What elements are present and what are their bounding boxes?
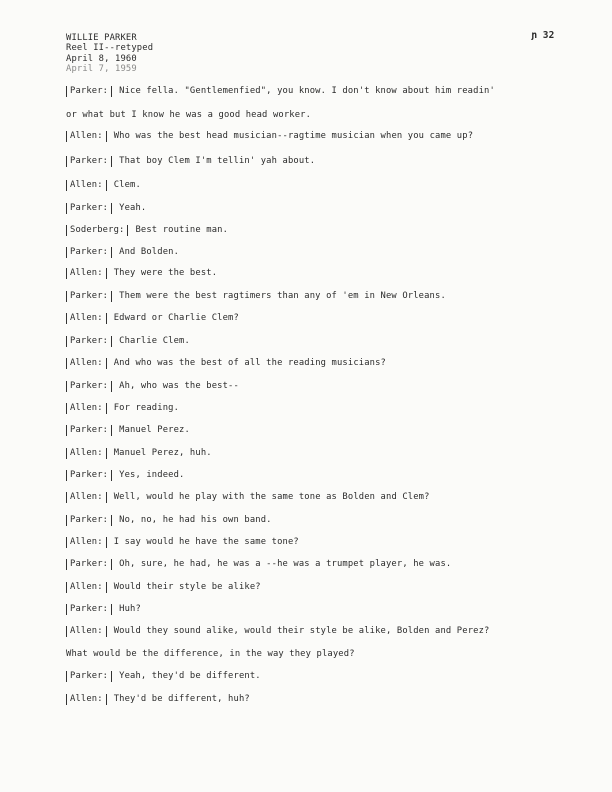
utterance-text: Yes, indeed. [119,470,185,480]
speaker-label: Parker: [66,86,112,97]
speaker-label: Allen: [66,582,107,593]
transcript-line [66,515,596,526]
transcript-line [66,358,596,369]
transcript-line [66,180,596,191]
utterance-text: That boy Clem I'm tellin' yah about. [119,156,316,166]
utterance-text: Huh? [119,604,141,614]
utterance-text: Yeah, they'd be different. [119,671,261,681]
speaker-label: Allen: [66,537,107,548]
transcript-line [66,156,596,167]
utterance-text: Edward or Charlie Clem? [113,313,239,323]
speaker-label: Allen: [66,492,107,503]
speaker-label: Parker: [66,425,112,436]
speaker-label: Parker: [66,203,112,214]
transcript-line [66,268,596,279]
speaker-label: Parker: [66,604,112,615]
utterance-text: Would their style be alike? [113,582,261,592]
speaker-label: Allen: [66,694,107,705]
utterance-text: Would they sound alike, would their style be alike, Bolden and Perez? [113,626,490,636]
utterance-text: They were the best. [113,268,218,278]
speaker-label: Allen: [66,403,107,414]
transcript-line [66,448,596,459]
transcript-line [66,336,596,347]
transcript-line [66,110,596,121]
speaker-label: Allen: [66,131,107,142]
transcript-line [66,582,596,593]
speaker-label: Allen: [66,358,107,369]
interviewee-name: WILLIE PARKER [66,33,137,43]
utterance-text: I say would he have the same tone? [113,537,299,547]
utterance-text: Nice fella. "Gentlemenfied", you know. I don't know about him readin' [119,86,495,96]
utterance-text: And Bolden. [119,247,180,257]
transcript-line [66,559,596,570]
utterance-text: Clem. [113,180,141,190]
transcript-line [66,492,596,503]
utterance-text: Who was the best head musician--ragtime musician when you came up? [113,131,474,141]
utterance-text: Manuel Perez. [119,425,190,435]
page-number: ɲ 32 [531,30,555,41]
transcript-line [66,291,596,302]
transcript-line [66,671,596,682]
transcript-line [66,470,596,481]
utterance-text: or what but I know he was a good head worker. [66,110,312,120]
struck-date-label: April 7, 1959 [66,63,137,74]
speaker-label: Parker: [66,156,112,167]
utterance-text: For reading. [113,403,180,413]
utterance-text: Well, would he play with the same tone as Bolden and Clem? [113,492,430,502]
speaker-label: Parker: [66,336,112,347]
utterance-text: They'd be different, huh? [113,694,250,704]
transcript-line [66,313,596,324]
reel-label: Reel II--retyped [66,43,154,54]
speaker-label: Parker: [66,247,112,258]
utterance-text: Best routine man. [135,225,229,235]
transcript-line [66,225,596,236]
utterance-text: Manuel Perez, huh. [113,448,212,458]
speaker-label: Parker: [66,559,112,570]
utterance-text: Them were the best ragtimers than any of 'em in New Orleans. [119,291,446,301]
transcript-line [66,649,596,660]
transcript-line [66,537,596,548]
transcript-line [66,86,596,97]
utterance-text: Oh, sure, he had, he was a --he was a trumpet player, he was. [119,559,452,569]
transcript-line [66,694,596,705]
speaker-label: Allen: [66,626,107,637]
utterance-text: What would be the difference, in the way they played? [66,649,355,659]
speaker-label: Parker: [66,671,112,682]
transcript-line [66,604,596,615]
transcript-line [66,131,596,142]
transcript-line [66,626,596,637]
speaker-label: Allen: [66,180,107,191]
transcript-line [66,403,596,414]
transcript-line [66,203,596,214]
transcript-line [66,247,596,258]
speaker-label: Parker: [66,381,112,392]
utterance-text: Yeah. [119,203,147,213]
utterance-text: No, no, he had his own band. [119,515,272,525]
speaker-label: Parker: [66,291,112,302]
speaker-label: Allen: [66,268,107,279]
date-label: April 8, 1960 [66,53,137,64]
transcript-line [66,381,596,392]
utterance-text: Charlie Clem. [119,336,190,346]
transcript-line [66,425,596,436]
speaker-label: Parker: [66,470,112,481]
utterance-text: And who was the best of all the reading musicians? [113,358,386,368]
speaker-label: Allen: [66,448,107,459]
speaker-label: Soderberg: [66,225,128,236]
speaker-label: Allen: [66,313,107,324]
speaker-label: Parker: [66,515,112,526]
document-header [66,33,153,74]
utterance-text: Ah, who was the best-- [119,381,239,391]
